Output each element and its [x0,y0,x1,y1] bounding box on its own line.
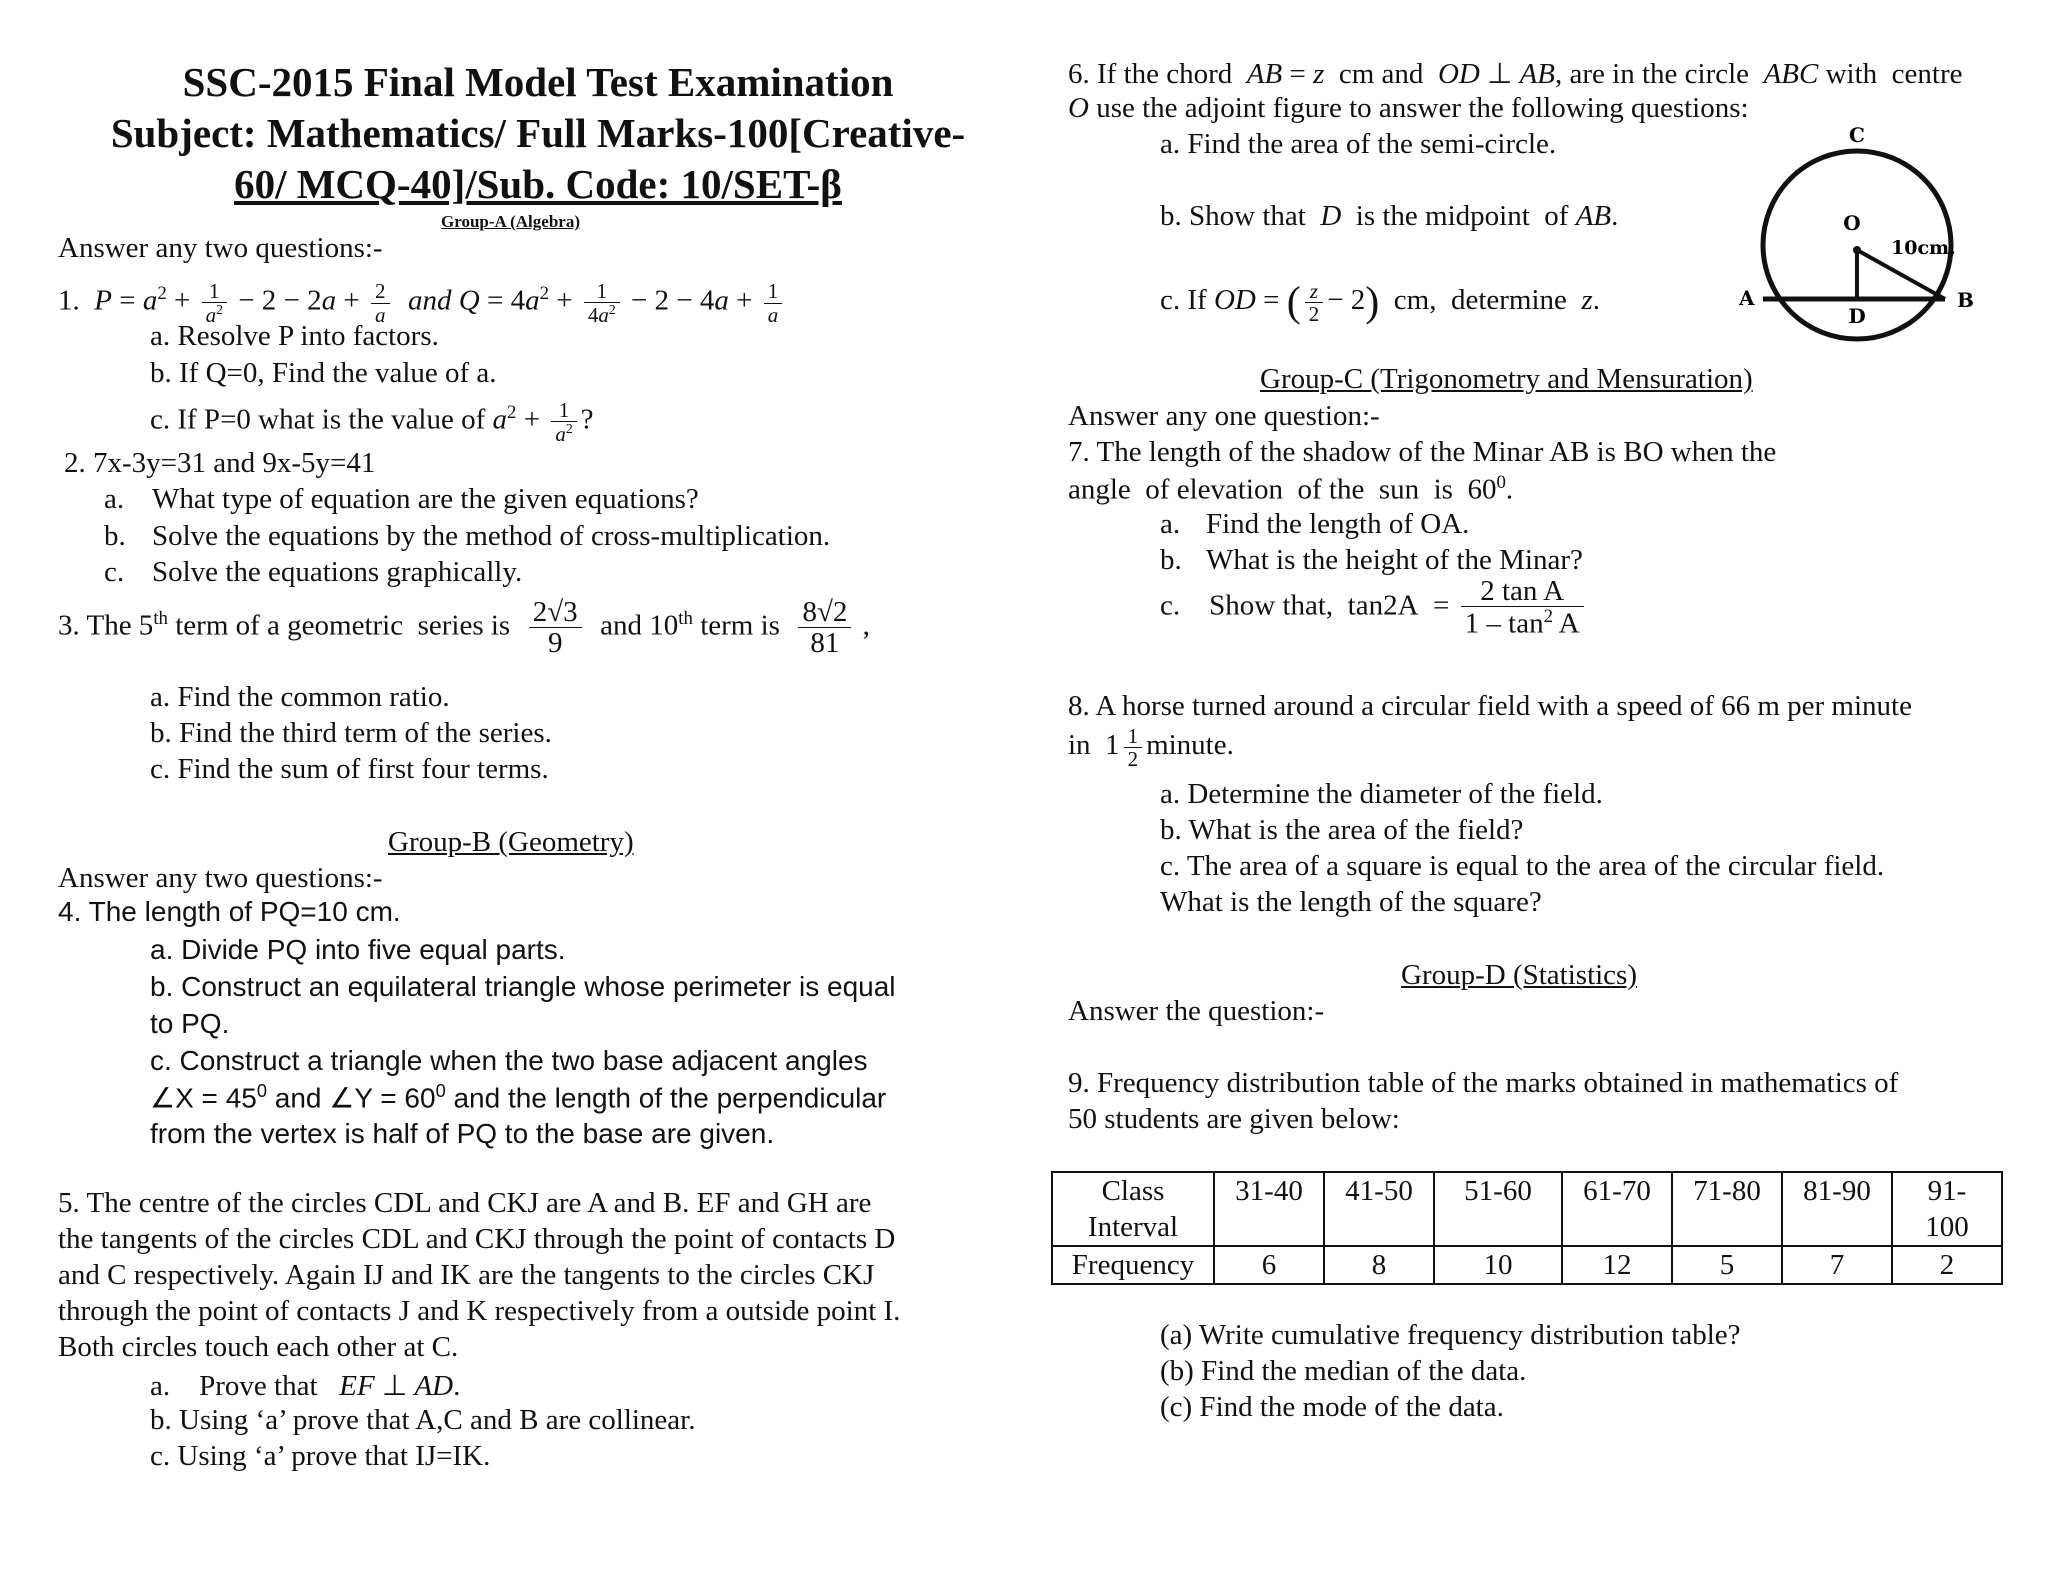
table-cell-interval: 81-90 [1782,1172,1892,1246]
question-5c: c. Using ‘a’ prove that IJ=IK. [150,1440,491,1472]
circle-diagram [1739,120,1985,360]
question-2c: Solve the equations graphically. [152,556,523,588]
label-c: C [1849,123,1865,147]
question-6-line1: 6. If the chord AB = z cm and OD ⊥ AB, are in the circle ABC with centre [1068,58,1963,90]
question-2b: Solve the equations by the method of cross-multiplication. [152,520,831,552]
question-1-stem: 1. $P = a^2$ + $\frac{1}{a^2}$ − 2 − 2a + $\frac{2}{a}$ and $Q = 4a^2$ + $\frac{1}{4a^2}$ − 2 − 4a + $\frac{1}{a}$ [58,270,786,326]
question-9a: (a) Write cumulative frequency distribution table? [1160,1319,1741,1351]
question-8c-line2: What is the length of the square? [1160,886,1542,918]
table-cell-frequency: 2 [1892,1246,2002,1284]
question-9-line2: 50 students are given below: [1068,1103,1400,1135]
table-cell-interval: 31-40 [1214,1172,1324,1246]
table-row-label: Frequency [1052,1246,1214,1284]
table-cell-frequency: 6 [1214,1246,1324,1284]
question-1c: c. If P=0 what is the value of $a^2$ + $\frac{1}{a^2}$ ? [150,397,594,446]
group-d-instruction: Answer the question:- [1068,995,1325,1027]
question-3c: c. Find the sum of first four terms. [150,753,549,785]
question-6-line2: O use the adjoint figure to answer the following questions: [1068,92,1749,124]
question-4-stem: 4. The length of PQ=10 cm. [58,896,401,927]
table-row-intervals [1052,1172,2002,1246]
table-cell-interval: 71-80 [1672,1172,1782,1246]
question-1a: a. Resolve P into factors. [150,320,439,352]
table-cell-frequency: 10 [1434,1246,1562,1284]
question-7c: c. Show that, tan2A = $\frac{\text{2 tan A}}{1 - \tan^2 A}$ [1160,576,1588,640]
group-d-title: Group-D (Statistics) [1401,959,1637,991]
table-cell-frequency: 5 [1672,1246,1782,1284]
question-8b: b. What is the area of the field? [1160,814,1524,846]
header-line-2: Subject: Mathematics/ Full Marks-100[Creative- [110,110,966,156]
question-6b: b. Show that D is the midpoint of AB. [1160,200,1619,232]
question-5-line5: Both circles touch each other at C. [58,1331,459,1363]
question-5-line4: through the point of contacts J and K respectively from a outside point I. [58,1295,901,1327]
question-7-line2: angle of elevation of the sun is $60^0$. [1068,472,1514,506]
question-7b: What is the height of the Minar? [1206,544,1583,576]
question-2a: What type of equation are the given equations? [152,483,699,515]
label-d: D [1848,304,1866,328]
table-cell-interval: 51-60 [1434,1172,1562,1246]
table-cell-frequency: 8 [1324,1246,1434,1284]
question-7a-marker: a. [1160,508,1181,540]
label-b: B [1957,288,1974,312]
question-4c-line3: from the vertex is half of PQ to the base are given. [150,1118,775,1149]
question-1b: b. If Q=0, Find the value of a. [150,357,497,389]
question-9b: (b) Find the median of the data. [1160,1355,1527,1387]
question-4b-line1: b. Construct an equilateral triangle whose perimeter is equal [150,971,896,1002]
question-9-line1: 9. Frequency distribution table of the marks obtained in mathematics of [1068,1067,1899,1099]
question-2c-marker: c. [104,556,125,588]
header-line-1: SSC-2015 Final Model Test Examination [182,59,894,105]
question-2a-marker: a. [104,483,125,515]
question-5-line3: and C respectively. Again IJ and IK are the tangents to the circles CKJ [58,1259,875,1291]
label-radius: 10cm. [1891,237,1956,259]
question-9c: (c) Find the mode of the data. [1160,1391,1504,1423]
table-cell-interval: 91- 100 [1892,1172,2002,1246]
question-8-line1: 8. A horse turned around a circular field with a speed of 66 m per minute [1068,690,1912,722]
question-8a: a. Determine the diameter of the field. [1160,778,1603,810]
question-4c-line1: c. Construct a triangle when the two base adjacent angles [150,1045,868,1076]
question-5-line2: the tangents of the circles CDL and CKJ through the point of contacts D [58,1223,896,1255]
question-8-line2: in 1 $\frac{1}{2}$ minute. [1068,723,1234,771]
question-7a: Find the length of OA. [1206,508,1470,540]
question-2-stem: 2. 7x-3y=31 and 9x-5y=41 [64,447,376,479]
question-7-line1: 7. The length of the shadow of the Minar AB is BO when the [1068,436,1777,468]
table-cell-interval: 61-70 [1562,1172,1672,1246]
label-a: A [1739,286,1755,310]
label-o: O [1843,211,1861,235]
question-3a: a. Find the common ratio. [150,681,450,713]
table-cell-interval: 41-50 [1324,1172,1434,1246]
frequency-table [1051,1171,2003,1285]
group-b-title: Group-B (Geometry) [388,826,634,858]
question-5-line1: 5. The centre of the circles CDL and CKJ are A and B. EF and GH are [58,1187,872,1219]
question-2b-marker: b. [104,520,126,552]
question-6c: c. If OD = ( $\frac{z}{2}$ − 2) cm, determine z. [1160,278,1600,326]
group-c-title: Group-C (Trigonometry and Mensuration) [1260,363,1753,395]
question-6a: a. Find the area of the semi-circle. [1160,128,1557,160]
table-cell-frequency: 7 [1782,1246,1892,1284]
question-8c-line1: c. The area of a square is equal to the area of the circular field. [1160,850,1885,882]
group-b-instruction: Answer any two questions:- [58,862,383,894]
table-row-frequencies [1052,1246,2002,1284]
question-4a: a. Divide PQ into five equal parts. [150,934,566,965]
centre-point [1853,246,1861,254]
question-5b: b. Using ‘a’ prove that A,C and B are collinear. [150,1404,696,1436]
header-line-3: 60/ MCQ-40]/Sub. Code: 10/SET-β [234,161,842,207]
question-7b-marker: b. [1160,544,1182,576]
group-a-title: Group-A (Algebra) [441,212,580,231]
group-a-instruction: Answer any two questions:- [58,232,383,264]
question-4b-line2: to PQ. [150,1008,230,1039]
question-3-stem: 3. The 5th term of a geometric series is $\frac{2√3}{9}$ and 10th term is $\frac{8√2}{81}$ , [58,596,870,660]
group-c-instruction: Answer any one question:- [1068,400,1380,432]
question-5a: a. Prove that EF ⊥ AD. [150,1370,461,1402]
question-3b: b. Find the third term of the series. [150,717,552,749]
table-header-cell: Class Interval [1052,1172,1214,1246]
table-cell-frequency: 12 [1562,1246,1672,1284]
question-4c-line2: ∠X = $45^0$ and ∠Y = $60^0$ and the length of the perpendicular [150,1081,887,1114]
